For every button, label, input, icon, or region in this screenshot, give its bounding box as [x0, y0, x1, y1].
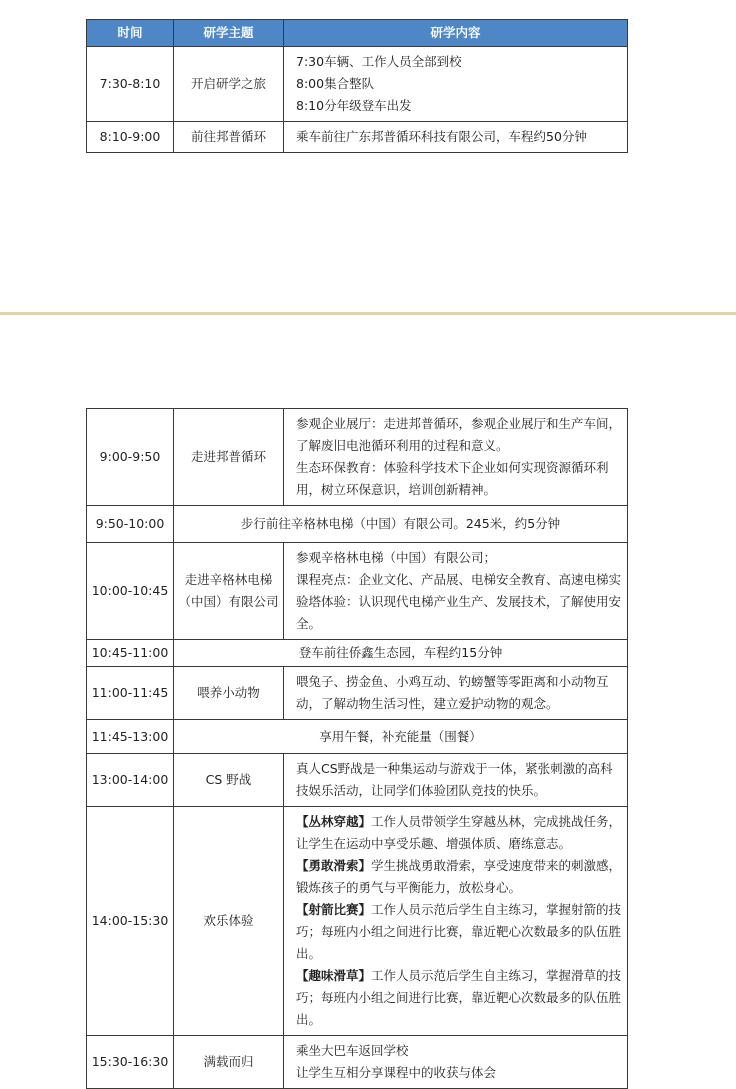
time-cell: 10:00-10:45 — [87, 543, 174, 640]
topic-cell: 走进邦普循环 — [174, 409, 284, 506]
topic-cell: CS 野战 — [174, 754, 284, 807]
time-cell: 7:30-8:10 — [87, 47, 174, 122]
activity-item — [296, 811, 623, 855]
time-cell: 14:00-15:30 — [87, 807, 174, 1036]
content-line: 参观企业展厅：走进邦普循环，参观企业展厅和生产车间，了解废旧电池循环利用的过程和意义。 — [296, 416, 622, 453]
content-line: 参观辛格林电梯（中国）有限公司； — [296, 550, 497, 565]
content-cell — [284, 807, 628, 1036]
content-line: 7:30车辆、工作人员全部到校 — [296, 54, 462, 69]
header-topic: 研学主题 — [174, 20, 284, 47]
table-row — [87, 506, 628, 543]
activity-tag: 【射箭比赛】 — [296, 902, 372, 917]
activity-text: 工作人员示范后学生自主练习，掌握滑草的技巧；每班内小组之间进行比赛，靠近靶心次数最多的队伍胜出。 — [296, 968, 622, 1027]
table-row — [87, 667, 628, 720]
topic-cell: 喂养小动物 — [174, 667, 284, 720]
merged-content-cell: 登车前往侨鑫生态园，车程约15分钟 — [174, 640, 628, 667]
time-cell: 15:30-16:30 — [87, 1036, 174, 1089]
activity-text: 学生挑战勇敢滑索，享受速度带来的刺激感，锻炼孩子的勇气与平衡能力，放松身心。 — [296, 858, 622, 895]
content-line: 乘坐大巴车返回学校 — [296, 1043, 409, 1058]
schedule-table-1 — [86, 19, 628, 153]
topic-cell: 前往邦普循环 — [174, 122, 284, 153]
table-row — [87, 47, 628, 122]
content-cell: 乘车前往广东邦普循环科技有限公司，车程约50分钟 — [284, 122, 628, 153]
table-row — [87, 1036, 628, 1089]
activity-text: 工作人员带领学生穿越丛林，完成挑战任务，让学生在运动中享受乐趣、增强体质、磨练意志。 — [296, 814, 622, 851]
table-row — [87, 754, 628, 807]
table-row — [87, 543, 628, 640]
content-cell — [284, 47, 628, 122]
activity-tag: 【趣味滑草】 — [296, 968, 372, 983]
header-time: 时间 — [87, 20, 174, 47]
page-divider — [0, 312, 736, 315]
content-line: 8:10分年级登车出发 — [296, 98, 412, 113]
merged-content-cell: 步行前往辛格林电梯（中国）有限公司。245米，约5分钟 — [174, 506, 628, 543]
time-cell: 8:10-9:00 — [87, 122, 174, 153]
table-row — [87, 640, 628, 667]
activity-item — [296, 899, 623, 965]
table-row — [87, 807, 628, 1036]
content-cell — [284, 409, 628, 506]
content-cell: 喂兔子、捞金鱼、小鸡互动、钓螃蟹等零距离和小动物互动，了解动物生活习性，建立爱护动物的观念。 — [284, 667, 628, 720]
topic-cell: 开启研学之旅 — [174, 47, 284, 122]
time-cell: 11:00-11:45 — [87, 667, 174, 720]
table-header-row — [87, 20, 628, 47]
content-cell — [284, 1036, 628, 1089]
content-line: 8:00集合整队 — [296, 76, 375, 91]
activity-item — [296, 855, 623, 899]
topic-cell: 欢乐体验 — [174, 807, 284, 1036]
content-line: 课程亮点：企业文化、产品展、电梯安全教育、高速电梯实验塔体验：认识现代电梯产业生产、发展技术，了解使用安全。 — [296, 572, 622, 631]
table-row — [87, 409, 628, 506]
content-line: 生态环保教育：体验科学技术下企业如何实现资源循环利用，树立环保意识，培训创新精神。 — [296, 460, 609, 497]
content-cell: 真人CS野战是一种集运动与游戏于一体，紧张刺激的高科技娱乐活动，让同学们体验团队竞技的快乐。 — [284, 754, 628, 807]
header-content: 研学内容 — [284, 20, 628, 47]
content-cell — [284, 543, 628, 640]
schedule-table-2 — [86, 408, 628, 1089]
time-cell: 13:00-14:00 — [87, 754, 174, 807]
topic-cell: 走进辛格林电梯（中国）有限公司 — [174, 543, 284, 640]
time-cell: 9:00-9:50 — [87, 409, 174, 506]
content-line: 让学生互相分享课程中的收获与体会 — [296, 1065, 497, 1080]
table-row — [87, 122, 628, 153]
activity-tag: 【勇敢滑索】 — [296, 858, 372, 873]
table-row — [87, 720, 628, 754]
activity-text: 工作人员示范后学生自主练习，掌握射箭的技巧；每班内小组之间进行比赛，靠近靶心次数最多的队伍胜出。 — [296, 902, 622, 961]
time-cell: 11:45-13:00 — [87, 720, 174, 754]
activity-tag: 【丛林穿越】 — [296, 814, 372, 829]
activity-item — [296, 965, 623, 1031]
topic-cell: 满载而归 — [174, 1036, 284, 1089]
time-cell: 9:50-10:00 — [87, 506, 174, 543]
time-cell: 10:45-11:00 — [87, 640, 174, 667]
merged-content-cell: 享用午餐，补充能量（围餐） — [174, 720, 628, 754]
